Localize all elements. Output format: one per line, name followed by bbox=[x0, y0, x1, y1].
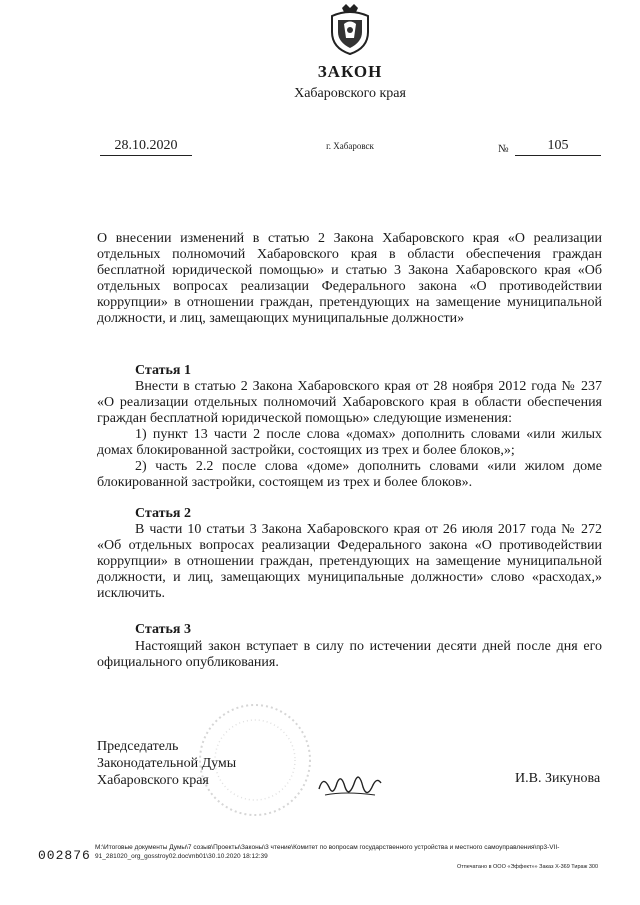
document-date: 28.10.2020 bbox=[100, 138, 192, 156]
number-sign: № bbox=[498, 143, 509, 155]
article-3-heading: Статья 3 bbox=[135, 622, 191, 637]
document-city: г. Хабаровск bbox=[326, 141, 374, 151]
signatory-line-3: Хабаровского края bbox=[97, 773, 209, 788]
signatory-name: И.В. Зикунова bbox=[515, 771, 601, 786]
article-3-paragraph-1: Настоящий закон вступает в силу по истечении десяти дней после дня его официального опубликования. bbox=[97, 639, 602, 670]
signatory-line-2: Законодательной Думы bbox=[97, 756, 237, 771]
document-title: ЗАКОН bbox=[317, 62, 383, 81]
registration-number: 002876 bbox=[38, 848, 91, 863]
document-number: 105 bbox=[515, 138, 601, 156]
article-1-paragraph-2: 1) пункт 13 части 2 после слова «домах» дополнить словами «или жилых домах блокированной застройки, состоящих из трех и более блоков,»; bbox=[97, 427, 602, 458]
article-2-body bbox=[97, 522, 602, 602]
law-intro: О внесении изменений в статью 2 Закона Хабаровского края «О реализации отдельных полномочий Хабаровского края в области обеспечения граждан бесплатной юридической помощью» и статью 3 Закона Хабаровского края «Об отдельных вопросах реализации Федерального закона «О противодействии коррупции» в отношении граждан, претендующих на замещение муниципальной должности, и лиц, замещающих муниципальные должности» bbox=[97, 231, 602, 326]
article-1-paragraph-1: Внести в статью 2 Закона Хабаровского края от 28 ноября 2012 года № 237 «О реализации отдельных полномочий Хабаровского края в области обеспечения граждан бесплатной юридической помощью» следующие изменения: bbox=[97, 379, 602, 426]
article-2-paragraph-1: В части 10 статьи 3 Закона Хабаровского края от 26 июля 2017 года № 272 «Об отдельных вопросах реализации Федерального закона «О противодействии коррупции» в отношении граждан, претендующих на замещение муниципальной должности, и лиц, замещающих муниципальные должности» слово «расходах,» исключить. bbox=[97, 522, 602, 601]
signatory-line-1: Председатель bbox=[97, 739, 179, 754]
signatory-title bbox=[97, 738, 236, 789]
handwritten-signature bbox=[315, 765, 385, 805]
document-region: Хабаровского края bbox=[294, 86, 406, 101]
article-1-heading: Статья 1 bbox=[135, 363, 191, 378]
article-3-body bbox=[97, 639, 602, 671]
coat-of-arms-icon bbox=[328, 4, 372, 56]
article-2-heading: Статья 2 bbox=[135, 506, 191, 521]
article-1-body bbox=[97, 379, 602, 491]
print-info: Отпечатано в ООО «Эффект»» Заказ Х-369 Тираж 300 bbox=[456, 864, 598, 870]
article-1-paragraph-3: 2) часть 2.2 после слова «доме» дополнить словами «или жилом доме блокированной застройки, состоящем из трех и более блоков». bbox=[97, 459, 602, 490]
file-path: M:\Итоговые документы Думы\7 созыв\Проекты\Законы\3 чтение\Комитет по вопросам государственного устройства и местного самоуправления\пр3-VII-91_281020_org_gosstroy02.doc\mb01\30.10.2020 18:12:39 bbox=[95, 844, 560, 860]
